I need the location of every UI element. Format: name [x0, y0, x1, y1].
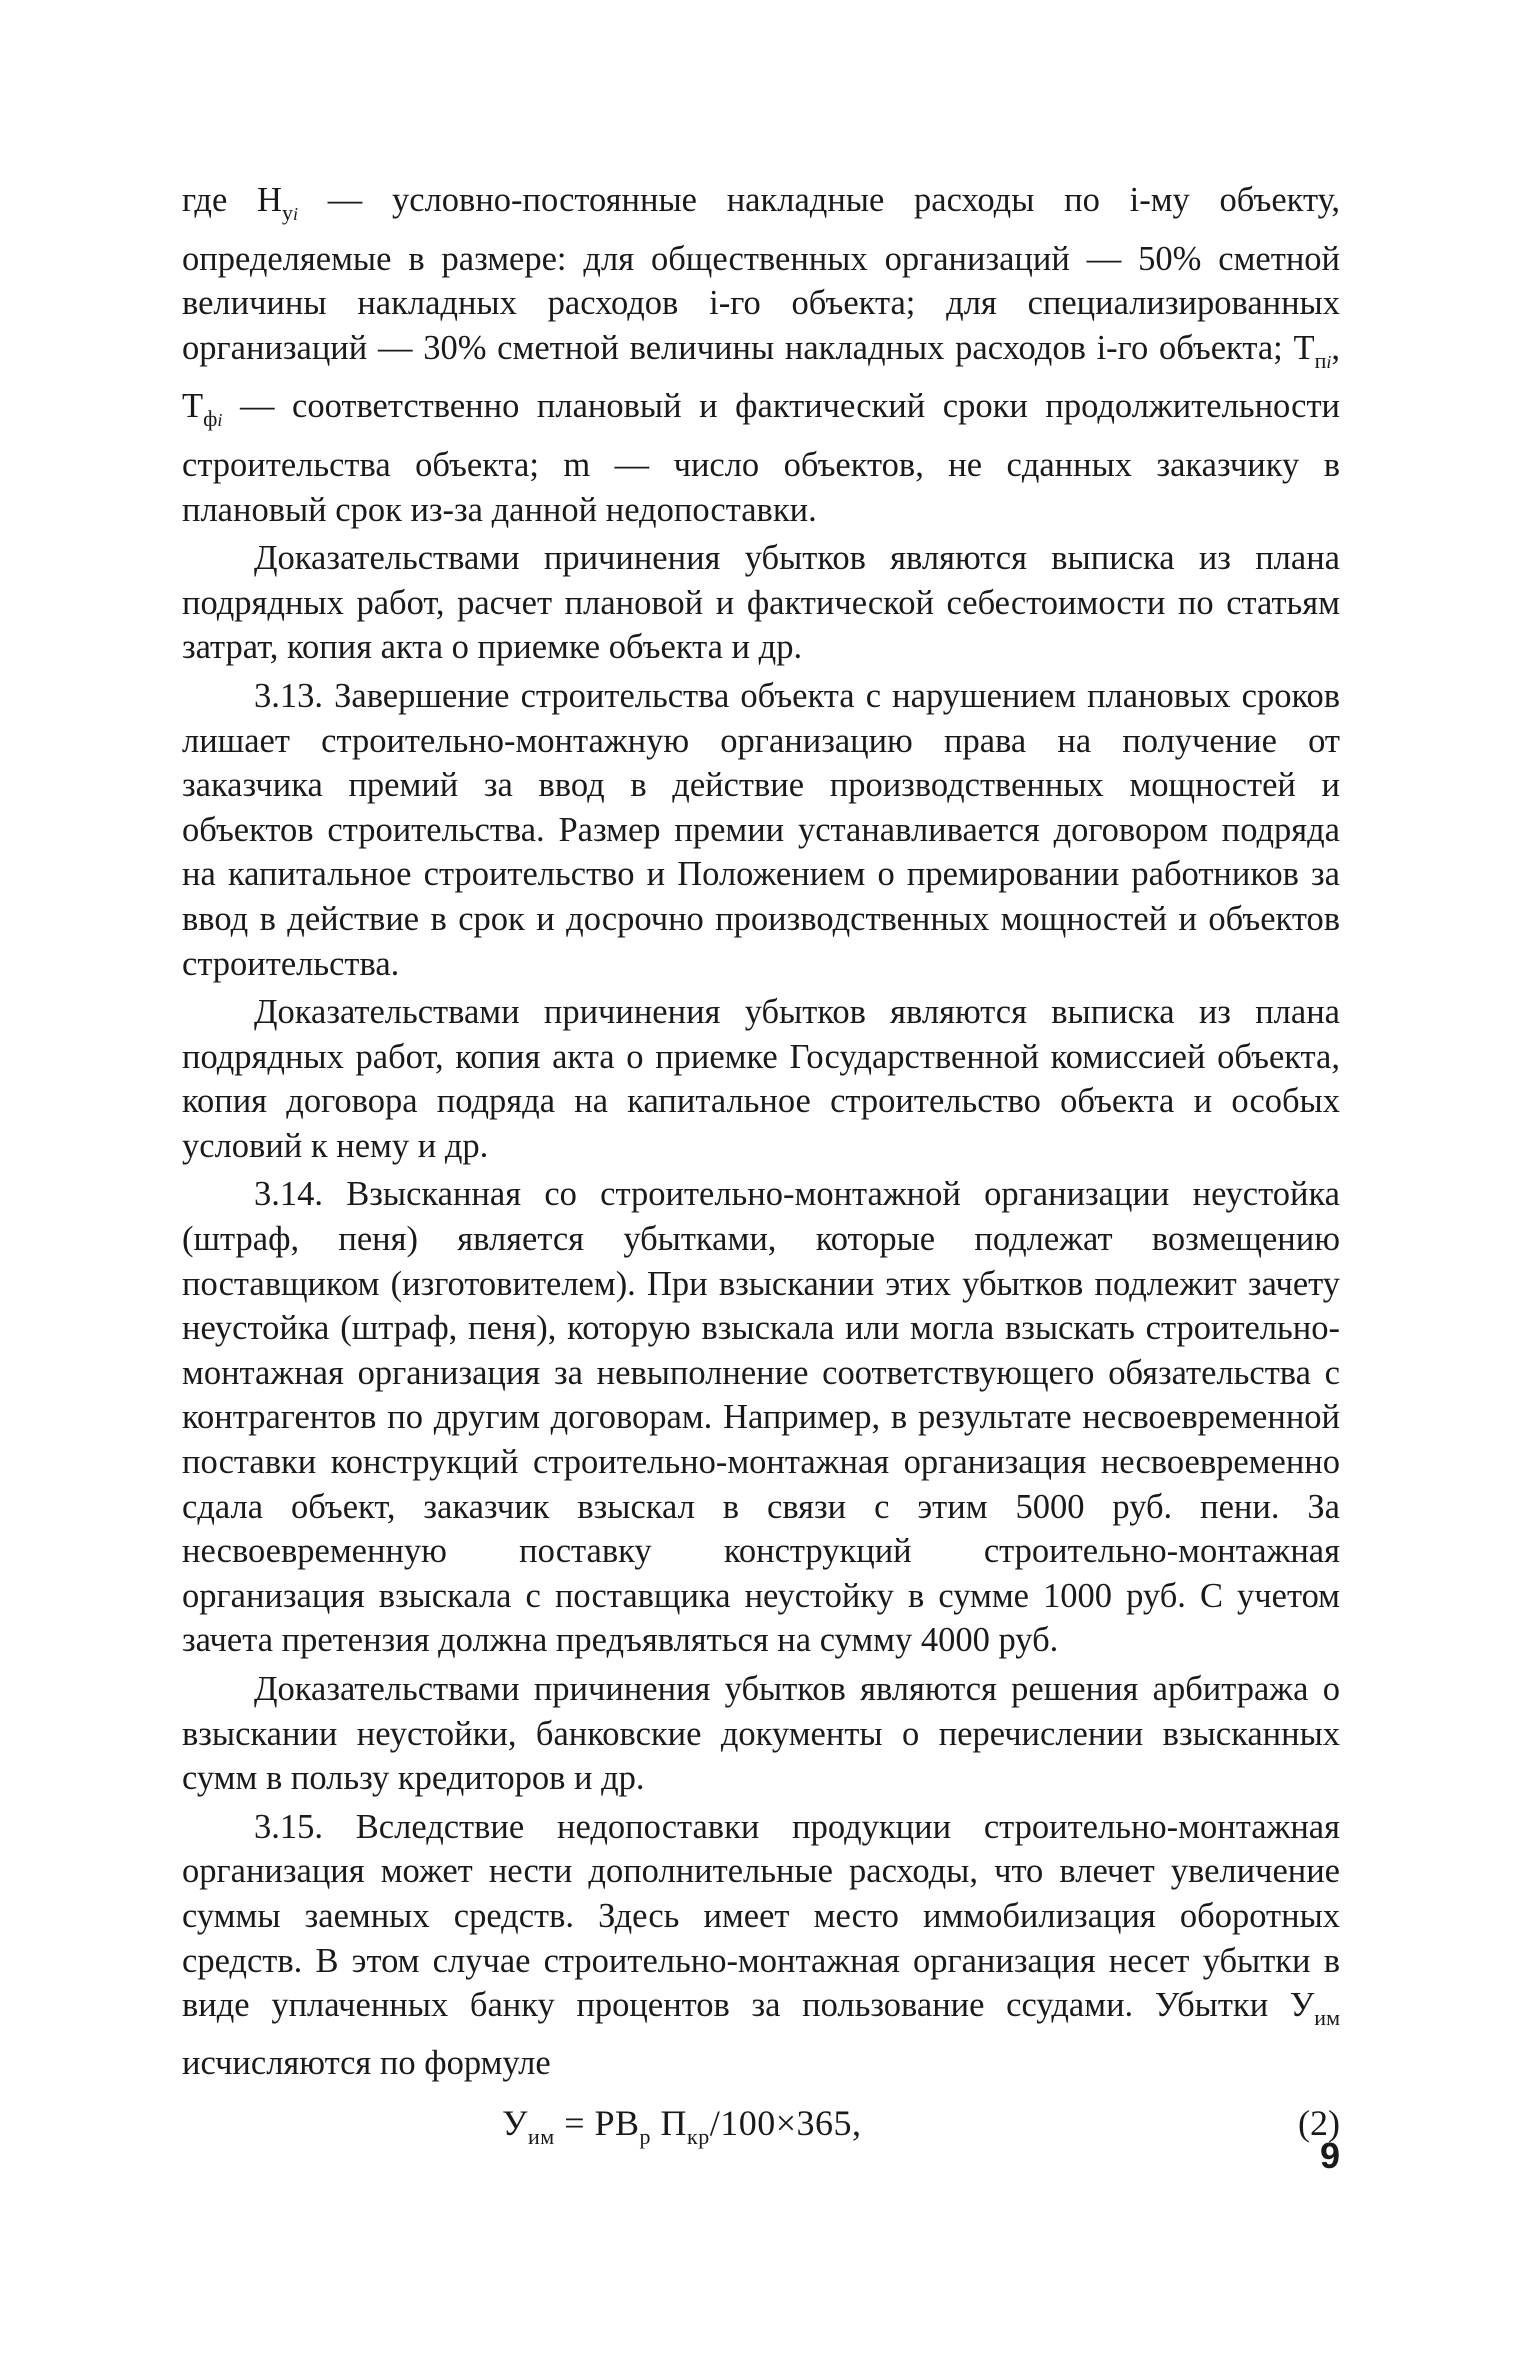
text-run: , Т [182, 328, 1340, 426]
subscript: р [639, 2124, 652, 2150]
text-run: У [502, 2103, 528, 2144]
paragraph-3-15 [182, 1805, 1340, 2086]
paragraph-3-13: 3.13. Завершение строительства объекта с нарушением плановых сроков лишает строительно-монтажную организацию права на получение от заказчика премий за ввод в действие производственных мощностей и объектов строительства. Размер премии устанавливается договором подряда на капитальное строительство и Положением о премировании работников за ввод в действие в срок и досрочно производственных мощностей и объектов строительства. [182, 676, 1340, 983]
page-body [182, 178, 1340, 2153]
formula-expression [502, 2093, 862, 2167]
page-number: 9 [1319, 2135, 1340, 2176]
paragraph-evidence-3: Доказательствами причинения убытков являются решения арбитража о взыскании неустойки, банковские документы о перечислении взысканных сумм в пользу кредиторов и др. [182, 1670, 1340, 1798]
text-run: исчисляются по формуле [182, 2043, 551, 2082]
paragraph-3-14: 3.14. Взысканная со строительно-монтажной организации неустойка (штраф, пеня) является убытками, которые подлежат возмещению поставщиком (изготовителем). При взыскании этих убытков подлежит зачету неустойка (штраф, пеня), которую взыскала или могла взыскать строительно-монтажная организация за невыполнение соответствующего обязательства с контрагентов по другим договорам. Например, в результате несвоевременной поставки конструкций строительно-монтажная организация несвоевременно сдала объект, заказчик взыскал в связи с этим 5000 руб. пени. За несвоевременную поставку конструкций строительно-монтажная организация взыскала с поставщика неустойку в сумме 1000 руб. С учетом зачета претензия должна предъявляться на сумму 4000 руб. [182, 1175, 1340, 1660]
text-run: П [651, 2103, 688, 2144]
text-run: /100×365, [709, 2103, 862, 2144]
formula-number: (2) [1298, 2103, 1340, 2144]
subscript: уi [281, 200, 298, 225]
subscript: кр [687, 2124, 710, 2150]
paragraph-definitions [182, 178, 1340, 532]
text-run: где Н [182, 181, 282, 219]
text-run: — соответственно плановый и фактический сроки продолжительности строительства объекта; m — число объектов, не сданных заказчику в плановый срок из-за данной недопоставки. [182, 387, 1340, 529]
subscript: им [528, 2124, 555, 2150]
subscript: им [1314, 2005, 1340, 2031]
subscript: пi [1314, 347, 1332, 373]
text-run: 3.15. Вследствие недопоставки продукции строительно-монтажная организация может нести дополнительные расходы, что влечет увеличение суммы заемных средств. Здесь имеет место иммобилизация оборотных средств. В этом случае строительно-монтажная организация несет убытки в виде уплаченных банку процентов за пользование ссудами. Убытки У [182, 1807, 1340, 2025]
paragraph-evidence-2: Доказательствами причинения убытков являются выписка из плана подрядных работ, копия акта о приемке Государственной комиссией объекта, копия договора подряда на капитальное строительство объекта и особых условий к нему и др. [182, 993, 1340, 1165]
text-run: — условно-постоянные накладные расходы по i-му объекту, определяемые в размере: для общественных организаций — 50% сметной величины накладных расходов i-го объекта; для специализированных организаций — 30% сметной величины накладных расходов i-го объекта; Т [182, 181, 1340, 367]
formula-2 [182, 2093, 1340, 2153]
paragraph-evidence-1: Доказательствами причинения убытков являются выписка из плана подрядных работ, расчет плановой и фактической себестоимости по статьям затрат, копия акта о приемке объекта и др. [182, 539, 1340, 667]
subscript: фi [203, 406, 223, 432]
text-run: = РВ [554, 2103, 640, 2144]
